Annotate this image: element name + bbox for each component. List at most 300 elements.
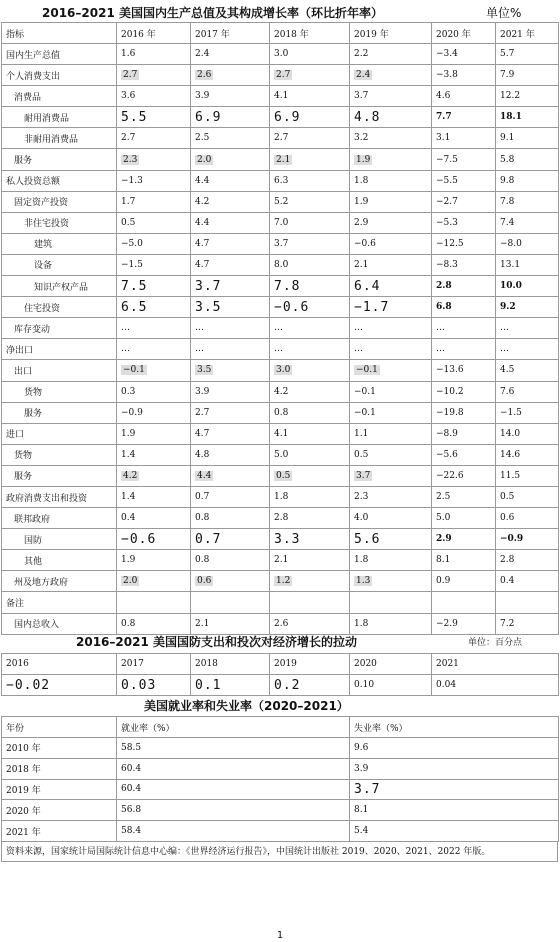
table1-value: 2.9 [354,217,369,228]
table1-value: 6.9 [195,109,222,125]
table1-row [2,65,559,86]
table1-value-cell [496,465,559,486]
table1-row-label: 设备 [2,254,117,275]
table1-row [2,381,559,402]
table1-value-cell [496,212,559,233]
table1-value: 2.6 [274,618,289,629]
table1-value: −19.8 [436,407,464,418]
table1-row-label: 住宅投资 [2,297,117,318]
table1-value-cell [496,486,559,507]
table1-value: 0.5 [354,449,369,460]
table1-value: … [436,323,445,334]
table1-value: 4.7 [195,238,210,249]
table1-value-cell [350,423,432,444]
table1-value-cell [350,276,432,297]
table1-value: 2.1 [274,555,289,566]
table1-value-cell [432,508,496,529]
table1-header-cell: 2017 年 [191,23,270,44]
table1-value-cell [496,44,559,65]
table1-value: 13.1 [500,259,521,270]
table1-value-cell [496,86,559,107]
table1-row [2,86,559,107]
table1-header-row [2,23,559,44]
table1-value: 4.8 [354,109,381,125]
table1-value: 2.8 [436,281,452,292]
table1-row-label: 非住宅投资 [2,212,117,233]
source-note: 资料来源，国家统计局国际统计信息中心编：《世界经济运行报告》，中国统计出版社 2019、2020、2021、2022 年版。 [1,841,558,862]
table1-value-cell [496,423,559,444]
table3-header-cell: 失业率（%） [350,717,559,738]
table1-row-label: 建筑 [2,233,117,254]
table1-value: 2.6 [197,70,212,81]
table1-value-cell [350,339,432,360]
table1-value: −8.9 [436,428,458,439]
table1-row-label: 个人消费支出 [2,65,117,86]
table1-value: 1.1 [354,428,369,439]
table1-row-label: 消费品 [2,86,117,107]
table1-row-label: 政府消费支出和投资 [2,486,117,507]
table1-row-label: 国防 [2,529,117,550]
table1-value: −3.4 [436,49,458,60]
table1-value-cell [270,107,350,128]
table1-value: 1.8 [274,492,289,503]
table1-value-cell [350,128,432,149]
table1-row-label: 知识产权产品 [2,276,117,297]
table1-value: 3.7 [274,238,289,249]
table1-value-cell [350,297,432,318]
table1-value: 4.8 [195,449,210,460]
table1-value: … [436,344,445,355]
table1-row-label: 服务 [2,402,117,423]
table3-cell: 8.1 [350,800,559,821]
table1-value-cell [117,529,191,550]
table1-value: 4.4 [197,470,212,481]
table1-value: 1.9 [121,555,136,566]
table2-value-cell: 0.10 [350,675,432,696]
table1-value-cell [117,107,191,128]
table1-value: −1.7 [354,299,390,315]
table1-value: 7.9 [500,70,515,81]
table1-value: 0.8 [274,407,289,418]
table1-value: 7.6 [500,386,515,397]
table1-value-cell [191,550,270,571]
table1-value-cell [350,529,432,550]
table1-value: 0.5 [500,492,515,503]
table1-value: 3.6 [121,91,136,102]
table1-value-cell [270,339,350,360]
table2-title: 2016–2021 美国国防支出和投次对经济增长的拉动 [76,634,357,649]
table1-value-cell [191,254,270,275]
table1-value-cell [350,381,432,402]
table1-value: 2.7 [276,70,291,81]
table1-value-cell [350,170,432,191]
table1-value: 1.8 [354,555,369,566]
table1-value: 3.5 [195,299,222,315]
table1-row [2,529,559,550]
table1-value-cell [432,592,496,613]
table1-value-cell [350,318,432,339]
table1-row-label: 备注 [2,592,117,613]
table1-value-cell [117,360,191,381]
table1-value-cell [191,318,270,339]
table1-row [2,339,559,360]
table1-value: 5.2 [274,196,289,207]
table1-value-cell [432,297,496,318]
table2-value-cell: 0.04 [432,675,559,696]
table1-value-cell [117,65,191,86]
table3-row [2,738,559,759]
table1-value-cell [191,107,270,128]
table1-value: 2.2 [354,49,369,60]
table1-value: 0.6 [500,513,515,524]
table1-value-cell [496,276,559,297]
table1-value: −5.0 [121,238,143,249]
table1-value: 3.0 [274,49,289,60]
table1-value-cell [496,254,559,275]
table1-value-cell [191,508,270,529]
table1-value: 2.7 [195,407,210,418]
table1-value-cell [117,212,191,233]
table1-value: 4.7 [195,259,210,270]
table1-value: 12.2 [500,91,521,102]
table1-value: 7.5 [121,278,148,294]
table1-value: 6.9 [274,109,301,125]
table1-value-cell [432,402,496,423]
table1-row [2,44,559,65]
table1-value-cell [350,44,432,65]
table1-value-cell [432,233,496,254]
table1-value-cell [191,65,270,86]
table1-value-cell [432,571,496,592]
table1-value-cell [350,486,432,507]
table2-header-cell: 2018 [191,654,270,675]
table1-value-cell [191,297,270,318]
table1-row-label: 服务 [2,465,117,486]
table1-value-cell [496,339,559,360]
table1-value-cell [270,254,350,275]
table1-value: −0.9 [121,407,143,418]
table1-value-cell [270,297,350,318]
table1-value-cell [270,486,350,507]
table2-value-cell: −0.02 [2,675,117,696]
table1-value-cell [117,508,191,529]
table1-value-cell [191,86,270,107]
table1-value-cell [191,381,270,402]
table1-value-cell [191,402,270,423]
table2-unit: 单位：百分点 [468,637,523,648]
table1-value-cell [350,550,432,571]
table1-value: 4.4 [195,217,210,228]
table1-row [2,465,559,486]
table1-value: 2.0 [123,576,138,587]
table3-cell: 2020 年 [2,800,117,821]
table1-value-cell [270,191,350,212]
table1-value: 3.7 [354,91,369,102]
table3-cell: 58.4 [117,821,350,842]
table1-value: 2.4 [356,70,371,81]
table1-value: 2.1 [276,154,291,165]
table1-value-cell [117,444,191,465]
table1-value-cell [350,191,432,212]
table1-value-cell [350,65,432,86]
table1-value-cell [432,444,496,465]
table1-value-cell [432,86,496,107]
table1-header-cell: 2021 年 [496,23,559,44]
table1-value-cell [496,360,559,381]
table3-cell: 2010 年 [2,738,117,759]
table1-row [2,149,559,170]
table1-value: … [121,344,130,355]
table1-value-cell [496,170,559,191]
table1-value: 14.0 [500,428,521,439]
table1-value-cell [350,508,432,529]
table1-row-label: 货物 [2,444,117,465]
table1-value-cell [191,191,270,212]
table3-cell: 2018 年 [2,758,117,779]
table1-row-label: 固定资产投资 [2,191,117,212]
table1-value-cell [496,65,559,86]
table1-row [2,592,559,613]
table1-value: −5.6 [436,449,458,460]
table1-value: −7.5 [436,154,458,165]
table1-value: 7.4 [500,217,515,228]
table1-value-cell [191,170,270,191]
table1-value: 1.4 [121,449,136,460]
table1-header-cell: 2020 年 [432,23,496,44]
table1-value: −5.3 [436,217,458,228]
table1-value: 6.3 [274,175,289,186]
table1-value: 6.8 [436,302,452,313]
table1-value: 0.6 [197,576,212,587]
table1-value: 1.9 [121,428,136,439]
table1-value: 0.4 [121,513,136,524]
table1-value-cell [432,423,496,444]
table1-value: 10.0 [500,281,522,292]
table1-value-cell [191,592,270,613]
table1-value: … [195,344,204,355]
table1-value-cell [270,65,350,86]
table1-value-cell [270,44,350,65]
table1-value-cell [117,550,191,571]
table1-value: 6.4 [354,278,381,294]
table3-row [2,821,559,842]
table1-row-label: 私人投资总额 [2,170,117,191]
table1-value: 4.5 [500,365,515,376]
table1-value: … [354,323,363,334]
table2-header-row [2,654,559,675]
table1-value-cell [496,529,559,550]
table3-header-row [2,717,559,738]
table1-value-cell [432,360,496,381]
table1-value-cell [496,149,559,170]
table3-row [2,779,559,800]
table1-value: −0.6 [274,299,310,315]
table1-value-cell [350,571,432,592]
table1-value-cell [270,276,350,297]
table1-value: −1.5 [121,259,143,270]
table1-value-cell [117,571,191,592]
table1-row-label: 其他 [2,550,117,571]
table1-value-cell [117,191,191,212]
table1-value-cell [496,592,559,613]
table1-value-cell [496,318,559,339]
table1-value-cell [432,191,496,212]
table1-value-cell [350,254,432,275]
table1-row [2,360,559,381]
table1-value-cell [270,423,350,444]
table1-value: 1.3 [356,576,371,587]
table1-value: 9.2 [500,302,516,313]
table1-value-cell [270,550,350,571]
table1-row [2,571,559,592]
table1-row [2,233,559,254]
table1-value: 5.7 [500,49,515,60]
table1-value-cell [496,508,559,529]
table1-value: 4.7 [195,428,210,439]
table1-row [2,508,559,529]
table1-row-label: 出口 [2,360,117,381]
table2-header-cell: 2016 [2,654,117,675]
table1-value-cell [117,128,191,149]
table1-value-cell [496,128,559,149]
table1-value: −0.1 [123,365,145,376]
table1-value-cell [117,254,191,275]
table1-value-cell [350,592,432,613]
table1-value-cell [270,402,350,423]
table1-value: −0.6 [121,531,157,547]
table3-cell: 2019 年 [2,779,117,800]
table3-cell: 3.7 [350,779,559,800]
table1-value: −0.6 [354,238,376,249]
table1-value: 3.7 [195,278,222,294]
table2-value-cell: 0.03 [117,675,191,696]
table1-value: 9.1 [500,133,515,144]
table1-value-cell [191,529,270,550]
table1-value: 1.9 [354,196,369,207]
table1-value: −3.8 [436,70,458,81]
table1-value-cell [117,592,191,613]
table1-value: −0.9 [500,534,524,545]
table1-row-label: 联邦政府 [2,508,117,529]
table3-header-cell: 年份 [2,717,117,738]
table1-value-cell [350,212,432,233]
table1-value: 2.5 [195,133,210,144]
table1-title-row [0,2,560,22]
table1-value: 3.0 [276,365,291,376]
table1-value: … [500,323,509,334]
table3-cell: 9.6 [350,738,559,759]
table1-value-cell [191,571,270,592]
table1-value-cell [496,402,559,423]
table1-value-cell [270,170,350,191]
table1-value: 0.8 [121,618,136,629]
table2-title-row [0,630,560,652]
table1-header-cell: 指标 [2,23,117,44]
table1-value: 4.6 [436,91,451,102]
table1-value: 0.8 [195,555,210,566]
table3-cell: 60.4 [117,758,350,779]
table1-value-cell [191,276,270,297]
defense-contribution-table [1,653,559,696]
table1-value-cell [432,212,496,233]
table1-value: 2.7 [121,133,136,144]
table1-value-cell [432,318,496,339]
table1-value: 4.2 [123,470,138,481]
table1-value-cell [432,254,496,275]
table1-value-cell [117,276,191,297]
table1-value-cell [117,44,191,65]
table1-value-cell [432,149,496,170]
table3-cell: 58.5 [117,738,350,759]
table1-value: 4.2 [274,386,289,397]
table1-value-cell [191,444,270,465]
table1-value-cell [496,550,559,571]
table1-value: 1.6 [121,49,136,60]
table1-value: 0.5 [276,470,291,481]
table1-value-cell [191,44,270,65]
table1-value-cell [350,444,432,465]
table1-value: 2.7 [274,133,289,144]
table3-title: 美国就业率和失业率（2020–2021） [144,698,349,713]
table1-value-cell [270,592,350,613]
table1-value-cell [350,107,432,128]
table1-row [2,254,559,275]
table1-value-cell [270,128,350,149]
employment-rate-table [1,716,559,842]
table1-value: −5.5 [436,175,458,186]
table1-value: … [274,344,283,355]
table1-value: 0.7 [195,531,222,547]
table1-value: 4.1 [274,91,289,102]
table1-value: 0.9 [436,576,451,587]
table1-value-cell [117,233,191,254]
table1-value: 1.8 [354,618,369,629]
table1-value-cell [432,128,496,149]
table1-value-cell [270,529,350,550]
table1-value-cell [270,508,350,529]
table1-value-cell [432,381,496,402]
table1-value: 1.9 [356,154,371,165]
table1-value-cell [432,486,496,507]
table1-value: 5.8 [500,154,515,165]
table1-value-cell [432,465,496,486]
table1-value: 2.8 [274,513,289,524]
table1-value-cell [191,486,270,507]
table3-row [2,800,559,821]
table1-value: 1.7 [121,196,136,207]
table3-cell: 3.9 [350,758,559,779]
table1-value: … [121,323,130,334]
table1-value-cell [350,86,432,107]
table1-value: 8.1 [436,555,451,566]
table1-row-label: 服务 [2,149,117,170]
table1-row [2,402,559,423]
table1-value-cell [191,423,270,444]
table1-value-cell [432,170,496,191]
table1-value-cell [350,233,432,254]
table3-row [2,758,559,779]
table1-value-cell [191,212,270,233]
table1-value-cell [270,86,350,107]
table1-value: 2.5 [436,492,451,503]
table1-value-cell [270,571,350,592]
table1-row [2,444,559,465]
table1-row [2,107,559,128]
table1-header-cell: 2019 年 [350,23,432,44]
table1-value: … [274,323,283,334]
table1-value: 2.3 [354,492,369,503]
table1-value: 2.0 [197,154,212,165]
